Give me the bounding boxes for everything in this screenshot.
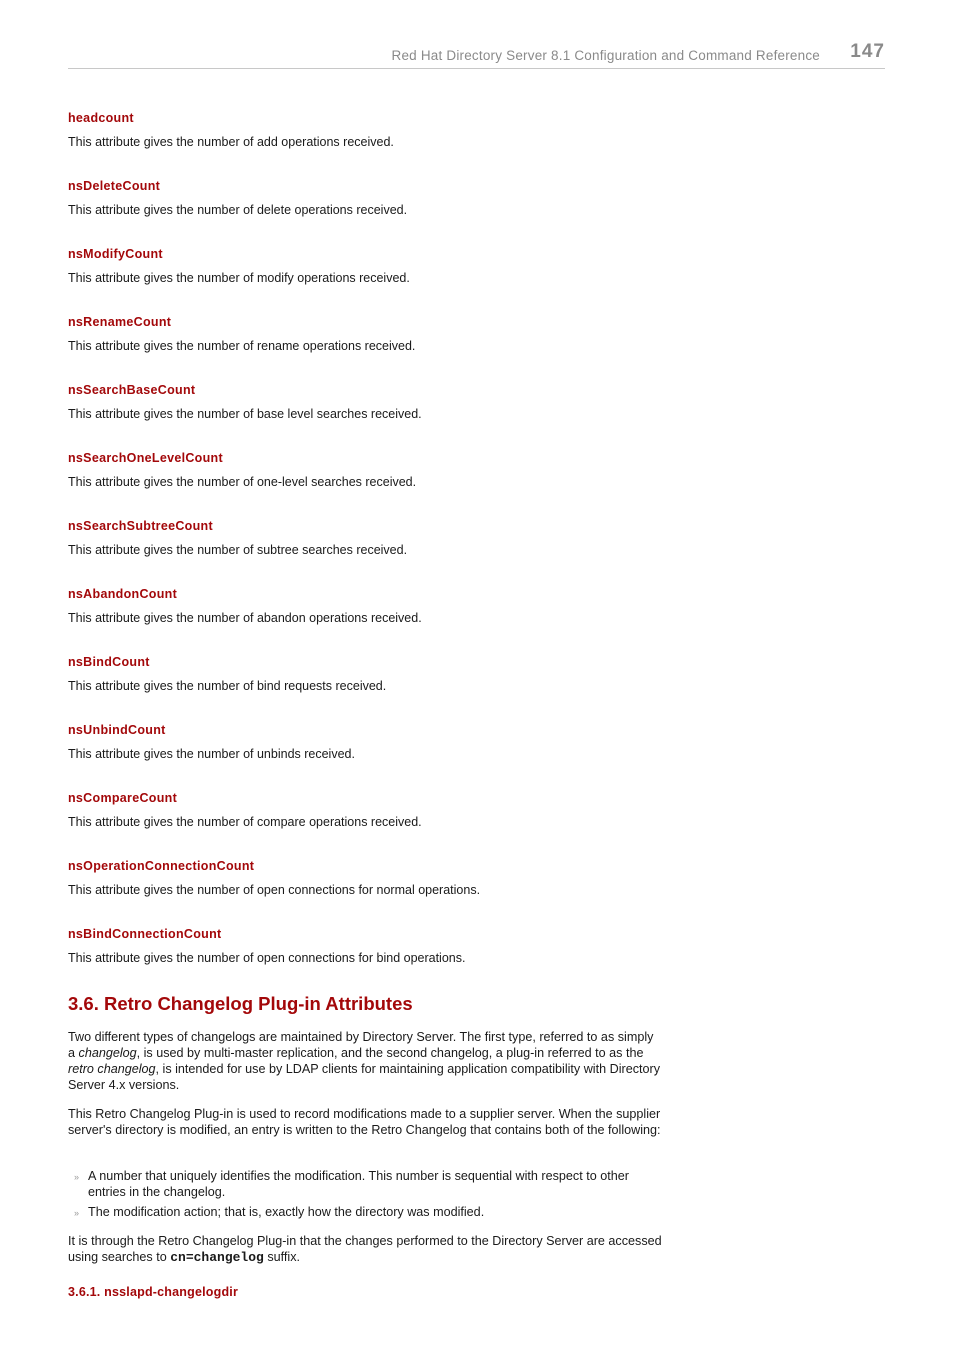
- attribute-entry: [68, 858, 663, 926]
- attribute-entry: [68, 926, 663, 994]
- list-item-text: The modification action; that is, exactly how the directory was modified.: [88, 1205, 485, 1219]
- attribute-description: This attribute gives the number of modify operations received.: [68, 271, 410, 285]
- term-retro-changelog: retro changelog: [68, 1062, 156, 1076]
- list-item: [68, 1168, 663, 1200]
- section-title: 3.6. Retro Changelog Plug-in Attributes: [68, 993, 413, 1014]
- bullet-list: [68, 1168, 663, 1224]
- access-paragraph: [68, 1233, 663, 1266]
- attribute-name: nsOperationConnectionCount: [68, 859, 255, 873]
- attribute-name: nsModifyCount: [68, 247, 163, 261]
- attribute-name: nsCompareCount: [68, 791, 178, 805]
- attribute-entry: [68, 178, 663, 246]
- page-number: 147: [850, 41, 885, 62]
- attribute-description: This attribute gives the number of unbinds received.: [68, 747, 355, 761]
- attribute-entry: [68, 246, 663, 314]
- attribute-description: This attribute gives the number of compare operations received.: [68, 815, 422, 829]
- attribute-entry: [68, 518, 663, 586]
- attribute-description: This attribute gives the number of one-level searches received.: [68, 475, 417, 489]
- para-text: It is through the Retro Changelog Plug-in that the changes performed to the Directory Server are accessed using searches to: [68, 1234, 662, 1264]
- para-text: , is used by multi-master replication, and the second changelog, a plug-in referred to as the: [136, 1046, 644, 1060]
- attribute-entry: [68, 110, 663, 178]
- attribute-description: This attribute gives the number of subtree searches received.: [68, 543, 408, 557]
- header-title: Red Hat Directory Server 8.1 Configuration and Command Reference: [391, 48, 820, 63]
- attribute-name: nsUnbindCount: [68, 723, 166, 737]
- attribute-name: nsSearchOneLevelCount: [68, 451, 223, 465]
- attribute-name: nsSearchSubtreeCount: [68, 519, 213, 533]
- attribute-entry: [68, 722, 663, 790]
- attribute-description: This attribute gives the number of rename operations received.: [68, 339, 416, 353]
- attribute-name: headcount: [68, 111, 134, 125]
- attribute-entry: [68, 586, 663, 654]
- attribute-name: nsAbandonCount: [68, 587, 178, 601]
- term-changelog: changelog: [78, 1046, 137, 1060]
- attribute-entry: [68, 450, 663, 518]
- attribute-description: This attribute gives the number of delete operations received.: [68, 203, 408, 217]
- para-text: This Retro Changelog Plug-in is used to record modifications made to a supplier server. When the supplier server's directory is modified, an entry is written to the Retro Changelog that contains both of the following:: [68, 1107, 661, 1137]
- attribute-name: nsBindConnectionCount: [68, 927, 222, 941]
- attribute-description: This attribute gives the number of abandon operations received.: [68, 611, 422, 625]
- attribute-name: nsRenameCount: [68, 315, 172, 329]
- attribute-description: This attribute gives the number of bind requests received.: [68, 679, 387, 693]
- para-text: suffix.: [263, 1250, 301, 1264]
- attribute-name: nsDeleteCount: [68, 179, 161, 193]
- attribute-name: nsSearchBaseCount: [68, 383, 196, 397]
- attribute-entry: [68, 382, 663, 450]
- para-text: , is intended for use by LDAP clients for maintaining application compatibility with Directory Server 4.x versions.: [68, 1062, 660, 1092]
- plugin-paragraph: [68, 1106, 663, 1138]
- code-cn-changelog: cn=changelog: [170, 1250, 264, 1265]
- attribute-entry: [68, 654, 663, 722]
- list-item-text: A number that uniquely identifies the modification. This number is sequential with respect to other entries in the changelog.: [88, 1169, 629, 1199]
- attribute-entry: [68, 314, 663, 382]
- intro-paragraph: [68, 1029, 663, 1093]
- attribute-list: [68, 110, 663, 994]
- attribute-description: This attribute gives the number of add operations received.: [68, 135, 394, 149]
- chevron-bullet-icon: »: [74, 1208, 80, 1218]
- attribute-description: This attribute gives the number of base level searches received.: [68, 407, 422, 421]
- chevron-bullet-icon: »: [74, 1172, 80, 1182]
- attribute-description: This attribute gives the number of open connections for normal operations.: [68, 883, 481, 897]
- attribute-name: nsBindCount: [68, 655, 150, 669]
- list-item: [68, 1204, 663, 1220]
- para-text: Two different types of changelogs are maintained by Directory Server. The first type, referred to as simply a: [68, 1030, 654, 1060]
- page-header: [68, 41, 885, 69]
- attribute-description: This attribute gives the number of open connections for bind operations.: [68, 951, 466, 965]
- attribute-entry: [68, 790, 663, 858]
- subsection-title: 3.6.1. nsslapd-changelogdir: [68, 1285, 239, 1299]
